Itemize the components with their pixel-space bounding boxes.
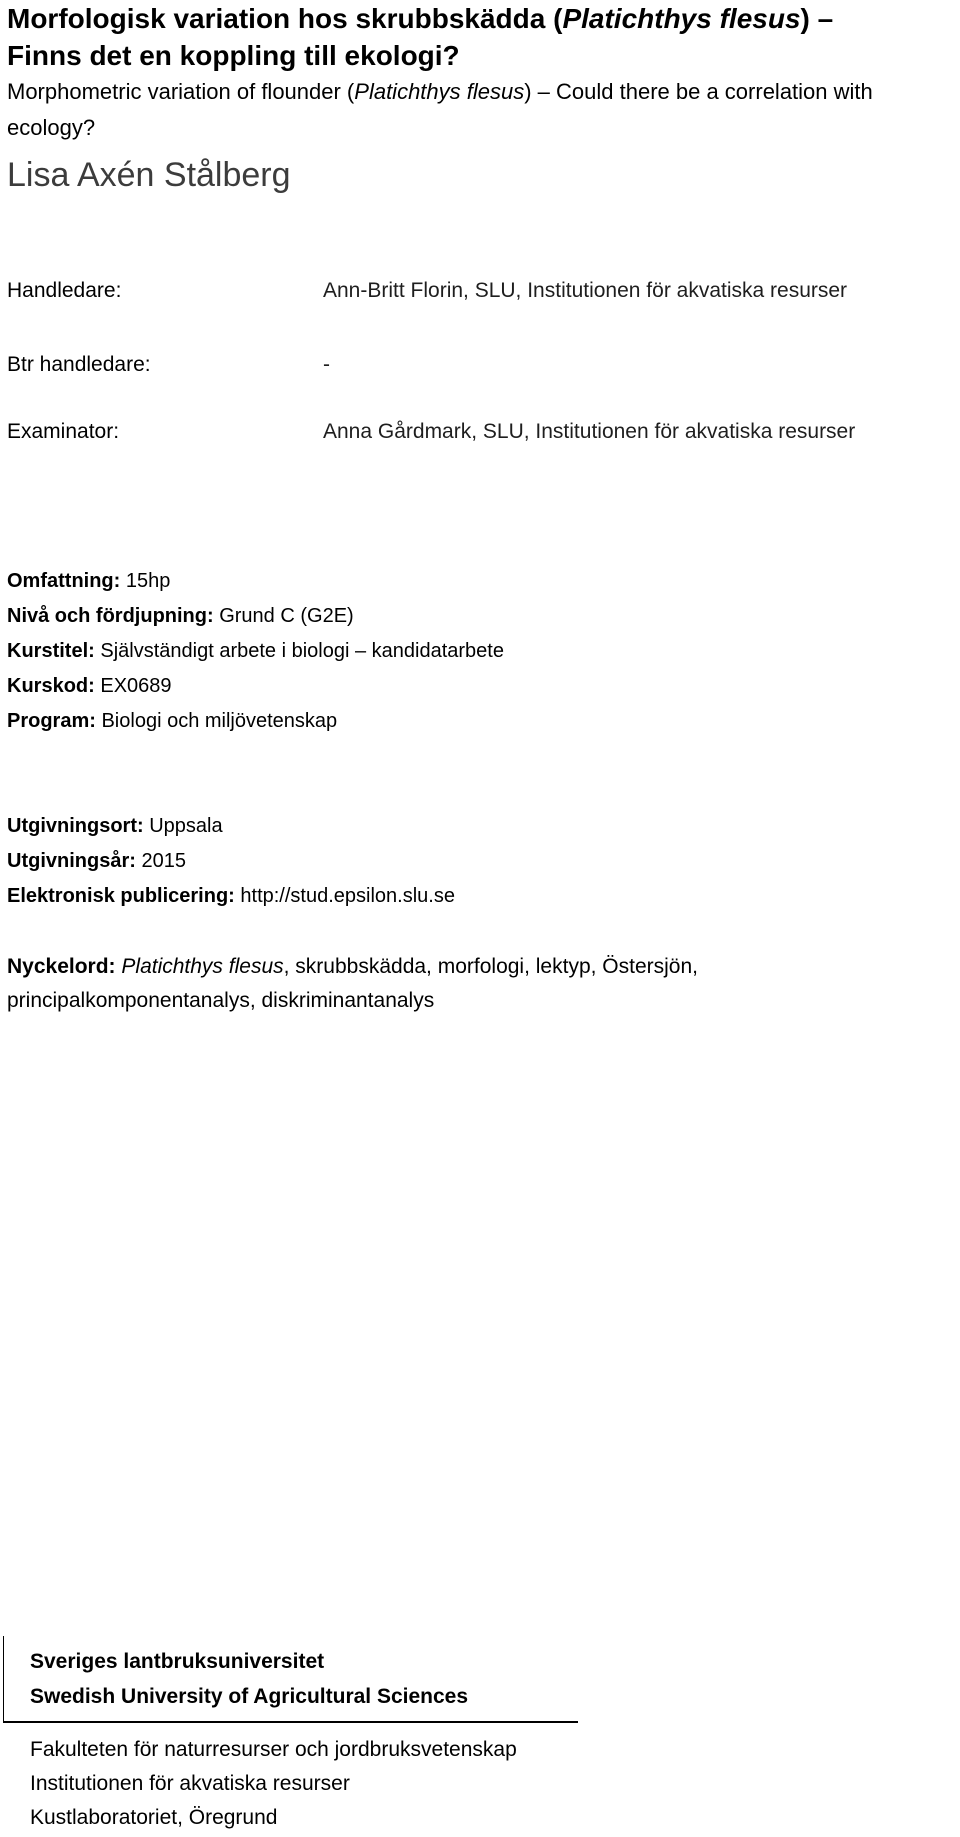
author-name: Lisa Axén Stålberg bbox=[7, 156, 291, 194]
utgivningsort-label: Utgivningsort: bbox=[7, 815, 144, 837]
title-swedish bbox=[7, 0, 833, 74]
program-value: Biologi och miljövetenskap bbox=[101, 710, 338, 732]
kurstitel-label: Kurstitel: bbox=[7, 640, 95, 662]
university-name-english: Swedish University of Agricultural Sciences bbox=[30, 1685, 469, 1708]
title-english bbox=[7, 74, 873, 146]
kurskod-value: EX0689 bbox=[100, 675, 172, 697]
title-english-line2: ecology? bbox=[7, 115, 96, 140]
kurskod-row bbox=[7, 673, 172, 699]
title-swedish-line2: Finns det en koppling till ekologi? bbox=[7, 40, 460, 71]
title-english-species-name: Platichthys flesus bbox=[354, 79, 525, 104]
keywords-species: Platichthys flesus bbox=[121, 955, 284, 978]
omfattning-value: 15hp bbox=[125, 570, 171, 592]
omfattning-label: Omfattning: bbox=[7, 570, 121, 592]
niva-label: Nivå och fördjupning: bbox=[7, 605, 214, 627]
program-label: Program: bbox=[7, 710, 96, 732]
examinator-label: Examinator: bbox=[7, 420, 120, 443]
footer-vertical-divider bbox=[3, 1636, 4, 1721]
handledare-value: Ann-Britt Florin, SLU, Institutionen för akvatiska resurser bbox=[323, 279, 848, 302]
keywords-line2: principalkomponentanalys, diskriminantanalys bbox=[7, 989, 435, 1012]
keywords-rest: , skrubbskädda, morfologi, lektyp, Östersjön, bbox=[283, 955, 698, 978]
footer-horizontal-divider bbox=[3, 1721, 578, 1723]
utgivningsar-value: 2015 bbox=[141, 850, 186, 872]
utgivningsar-row bbox=[7, 848, 186, 874]
kurstitel-value: Självständigt arbete i biologi – kandidatarbete bbox=[100, 640, 504, 662]
omfattning-row bbox=[7, 568, 170, 594]
elektronisk-publicering-row bbox=[7, 883, 455, 909]
title-english-line1: Morphometric variation of flounder (Platichthys flesus) – Could there be a correlation with bbox=[7, 79, 873, 104]
keywords-line1 bbox=[7, 953, 698, 981]
kurstitel-row bbox=[7, 638, 504, 664]
keywords-label: Nyckelord: bbox=[7, 955, 116, 978]
utgivningsort-row bbox=[7, 813, 223, 839]
utgivningsar-label: Utgivningsår: bbox=[7, 850, 136, 872]
university-name-swedish: Sveriges lantbruksuniversitet bbox=[30, 1650, 325, 1673]
title-swedish-line1: Morfologisk variation hos skrubbskädda (Platichthys flesus) – bbox=[7, 3, 834, 34]
niva-row bbox=[7, 603, 354, 629]
kurskod-label: Kurskod: bbox=[7, 675, 95, 697]
title-species-name: Platichthys flesus bbox=[562, 3, 801, 34]
btr-handledare-label: Btr handledare: bbox=[7, 353, 151, 376]
handledare-label: Handledare: bbox=[7, 279, 122, 302]
niva-value: Grund C (G2E) bbox=[219, 605, 354, 627]
department-name: Institutionen för akvatiska resurser bbox=[30, 1772, 350, 1795]
faculty-name: Fakulteten för naturresurser och jordbruksvetenskap bbox=[30, 1738, 517, 1761]
elektronisk-publicering-link[interactable]: http://stud.epsilon.slu.se bbox=[240, 885, 455, 907]
examinator-value: Anna Gårdmark, SLU, Institutionen för akvatiska resurser bbox=[323, 420, 856, 443]
elektronisk-publicering-label: Elektronisk publicering: bbox=[7, 885, 235, 907]
lab-name: Kustlaboratoriet, Öregrund bbox=[30, 1806, 278, 1829]
btr-handledare-value: - bbox=[323, 353, 330, 376]
utgivningsort-value: Uppsala bbox=[149, 815, 223, 837]
program-row bbox=[7, 708, 337, 734]
